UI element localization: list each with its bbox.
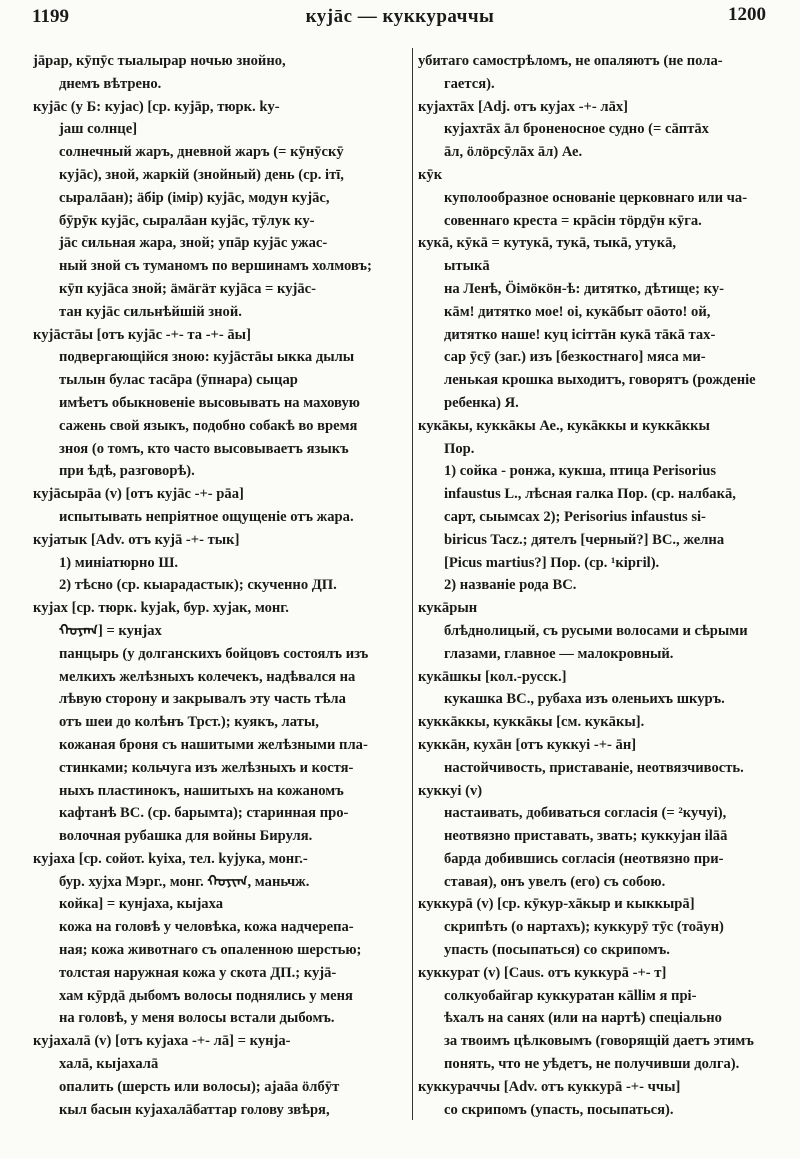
entry-text-line: кујāс), зной, жаркій (знойный) день (ср. ітī, — [59, 166, 344, 183]
entry-text-line: ставая), онъ увелъ (его) съ собою. — [444, 873, 666, 890]
dictionary-entry — [418, 711, 778, 734]
entry-text-line: подвергающійся зною: кујāстāы ыкка дылы — [59, 349, 355, 366]
dictionary-entry — [418, 666, 778, 712]
page-header — [28, 4, 772, 30]
entry-text-line: кāм! дитятко мое! оі, кукāбыт оāото! ой, — [444, 303, 711, 320]
entry-headword-line: куккурат (v) [Caus. отъ куккурā -+- т] — [418, 964, 667, 981]
entry-text-line: куполообразное основаніе церковнаго или ча- — [444, 189, 748, 206]
dictionary-entry — [418, 50, 778, 96]
entry-text-line: дитятко наше! куц ісіттāн кукā тāкā тах- — [444, 326, 716, 343]
dictionary-entry — [418, 962, 778, 1076]
entry-headword-line: куккāн, кухāн [отъ куккуі -+- āн] — [418, 736, 637, 753]
entry-text-line: упасть (посыпаться) со скрипомъ. — [444, 942, 670, 959]
entry-headword-line: кујахалā (v) [отъ кујаха -+- лā] = кунја- — [33, 1033, 291, 1050]
entry-text-line: опалить (шерсть или волосы); ајаāа öлбӯт — [59, 1078, 340, 1095]
dictionary-entry — [418, 893, 778, 961]
entry-headword-line: кукā, кӯкā = кутукā, тукā, тыкā, утукā, — [418, 235, 677, 252]
entry-text-line: āл, öлöрсӯлāх āл) Ае. — [444, 144, 583, 161]
entry-text-line: infaustus L., лѣсная галка Пор. (ср. налбакā, — [444, 486, 736, 503]
entry-text-line: ѣхалъ на санях (или на нартѣ) спеціально — [444, 1010, 722, 1027]
entry-text-line: солнечный жаръ, дневной жаръ (= кӯнӯскӯ — [59, 144, 344, 161]
entry-text-line: ытыкā — [444, 258, 490, 275]
entry-text-line: кыл басын кујахалāбаттар голову звѣря, — [59, 1101, 330, 1118]
entry-text-line: ныхъ пластинокъ, нашитыхъ на кожаномъ — [59, 782, 344, 799]
entry-text-line: халā, кыјахалā — [59, 1056, 159, 1073]
entry-text-line: стинками; кольчуга изъ желѣзныхъ и костя- — [59, 759, 354, 776]
dictionary-entry — [33, 529, 405, 597]
entry-headword-line: убитаго самострѣломъ, не опаляютъ (не пола- — [418, 53, 723, 69]
column-divider — [412, 48, 413, 1120]
entry-text-line: сарт, сыымсах 2); Perisorius infaustus si- — [444, 508, 706, 525]
entry-headword-line: кујатык [Adv. отъ кујā -+- тык] — [33, 531, 240, 548]
entry-headword-line: куккуі (v) — [418, 782, 483, 799]
entry-text-line: кожа на головѣ у человѣка, кожа надчерепа- — [59, 919, 354, 936]
right-page-number: 1200 — [728, 4, 766, 25]
right-column — [418, 50, 778, 1121]
entry-text-line: 1) сойка - ронжа, кукша, птица Perisorius — [444, 463, 717, 480]
dictionary-entry — [418, 415, 778, 597]
entry-text-line: тан кујāс сильнѣйшій зной. — [59, 303, 242, 320]
entry-text-line: скрипѣть (о нартахъ); куккурӯ тӯс (тоāун) — [444, 919, 724, 936]
entry-headword-line: кујāсырāа (v) [отъ кујāс -+- рāа] — [33, 486, 244, 503]
entry-text-line: на головѣ, у меня волосы встали дыбомъ. — [59, 1010, 335, 1027]
dictionary-entry — [33, 50, 405, 96]
dictionary-entry — [33, 483, 405, 529]
entry-headword-line: куккāккы, куккāкы [см. кукāкы]. — [418, 714, 645, 731]
dictionary-entry — [418, 1076, 778, 1122]
entry-text-line: имѣетъ обыкновеніе высовывать на маховую — [59, 394, 360, 411]
entry-text-line: лѣвую сторону и закрывалъ эту часть тѣла — [59, 691, 346, 708]
entry-text-line: ленькая крошка выходитъ, говорятъ (рожденіе — [444, 372, 756, 389]
dictionary-entry — [418, 164, 778, 232]
entry-text-line: ребенка) Я. — [444, 394, 519, 411]
entry-text-line: на Ленѣ, Öімöкöн-ѣ: дитятко, дѣтище; ку- — [444, 280, 724, 297]
entry-text-line: зноя (о томъ, кто часто высовываетъ языкъ — [59, 440, 349, 457]
left-column — [33, 50, 405, 1121]
entry-text-line: глазами, главное — малокровный. — [444, 645, 674, 662]
entry-headword-line: кукāрын — [418, 600, 478, 617]
entry-headword-line: куккураччы [Adv. отъ куккурā -+- ччы] — [418, 1078, 681, 1095]
entry-text-line: јаш солнце] — [59, 121, 138, 138]
entry-text-line: бӯрӯк кујāс, сыралāан кујāс, тӯлук ку- — [59, 212, 315, 229]
entry-text-line: неотвязно приставать, звать; куккујан ilāā — [444, 828, 728, 845]
entry-text-line: кожаная броня съ нашитыми желѣзными пла- — [59, 736, 368, 753]
dictionary-entry — [33, 1030, 405, 1121]
dictionary-entry — [33, 324, 405, 484]
entry-text-line: понять, что не уѣдетъ, не получивши долга). — [444, 1056, 740, 1073]
entry-text-line: при ѣдѣ, разговорѣ). — [59, 463, 195, 480]
entry-headword-line: кукāшкы [кол.-русск.] — [418, 668, 567, 685]
dictionary-entry — [418, 597, 778, 665]
entry-text-line: сар ӯсӯ (заг.) изъ [безкостнаго] мяса ми- — [444, 349, 706, 366]
entry-text-line: за твоимъ цѣлковымъ (говорящій даетъ этимъ — [444, 1033, 754, 1050]
entry-text-line: мелкихъ желѣзныхъ колечекъ, надѣвался на — [59, 668, 356, 685]
entry-text-line: Пор. — [444, 440, 475, 457]
entry-headword-line: кујахтāх [Adj. отъ кујах -+- лāх] — [418, 98, 629, 115]
entry-text-line: кукашка ВС., рубаха изъ оленьихъ шкуръ. — [444, 691, 725, 708]
entry-text-line: койка] = кунјаха, кыјаха — [59, 896, 224, 913]
entry-text-line: 1) миніатюрно Ш. — [59, 554, 179, 571]
entry-text-line: настойчивость, приставаніе, неотвязчивость. — [444, 759, 744, 776]
entry-headword-line: кујаха [ср. сойот. kуіха, тел. kујука, монг.- — [33, 850, 308, 867]
entry-text-line: кӯп кујāса зной; äмäгäт кујāса = кујāс- — [59, 280, 316, 297]
entry-text-line: толстая наружная кожа у скота ДП.; кујā- — [59, 964, 337, 981]
entry-headword-line: кујах [ср. тюрк. kyjak, бур. хујак, монг. — [33, 600, 289, 617]
entry-text-line: испытывать непріятное ощущеніе отъ жара. — [59, 508, 354, 525]
entry-headword-line: кукāкы, куккāкы Ае., кукāккы и куккāккы — [418, 417, 710, 434]
dictionary-entry — [418, 734, 778, 780]
entry-text-line: волочная рубашка для войны Бируля. — [59, 828, 313, 845]
entry-text-line: 2) тѣсно (ср. кыарадастык); скученно ДП. — [59, 577, 337, 594]
dictionary-entry — [418, 232, 778, 414]
entry-text-line: ный зной съ туманомъ по вершинамъ холмовъ; — [59, 258, 372, 275]
entry-text-line: барда добившись согласія (неотвязно при- — [444, 850, 724, 867]
entry-text-line: отъ шеи до колѣнъ Трст.); куякъ, латы, — [59, 714, 319, 731]
running-title: кујāс — куккураччы — [305, 6, 495, 27]
entry-text-line: солкуобайгар куккуратан кāllім я прі- — [444, 987, 697, 1004]
entry-headword-line: кӯк — [418, 166, 443, 183]
entry-text-line: кафтанѣ ВС. (ср. барымта); старинная про- — [59, 805, 349, 822]
entry-text-line: блѣднолицый, съ русыми волосами и сѣрыми — [444, 622, 748, 639]
entry-text-line: јāс сильная жара, зной; упāр кујāс ужас- — [59, 235, 328, 252]
entry-text-line: хам кӯрдā дыбомъ волосы поднялись у меня — [59, 987, 353, 1004]
entry-headword-line: куккурā (v) [ср. кӯкур-хāкыр и кыккырā] — [418, 896, 695, 913]
entry-text-line: кујахтāх āл броненосное судно (= сāптāх — [444, 121, 709, 138]
entry-headword-line: кујāс (у Б: кујас) [ср. кујāр, тюрк. kу- — [33, 98, 280, 115]
dictionary-entry — [33, 597, 405, 848]
entry-text-line: со скрипомъ (упасть, посыпаться). — [444, 1101, 674, 1118]
entry-text-line: [Picus martius?] Пор. (ср. ¹кіргіl). — [444, 554, 660, 571]
dictionary-entry — [33, 848, 405, 1030]
entry-text-line: 2) названіе рода ВС. — [444, 577, 577, 594]
entry-text-line: панцырь (у долганскихъ бойцовъ состоялъ изъ — [59, 645, 369, 662]
entry-text-line: совеннаго креста = крāсін тöрдӯн кӯга. — [444, 212, 702, 229]
dictionary-entry — [418, 780, 778, 894]
entry-text-line: ная; кожа животнаго съ опаленною шерстью; — [59, 942, 362, 959]
entry-text-line: сажень свой языкъ, подобно собакѣ во время — [59, 417, 358, 434]
dictionary-entry — [33, 96, 405, 324]
entry-headword-line: кујāстāы [отъ кујāс -+- та -+- āы] — [33, 326, 251, 343]
entry-headword-line: јāрар, кӯпӯс тыалырар ночью знойно, — [33, 53, 286, 69]
left-page-number: 1199 — [32, 6, 69, 27]
dictionary-entry — [418, 96, 778, 164]
entry-text-line: тылын булас тасāра (ӯпнара) сыцар — [59, 372, 298, 389]
entry-text-line: бур. хујха Мэрг., монг. ᠬᠤᠶᠢᠬ, маньчж. — [59, 873, 310, 890]
entry-text-line: biricus Tacz.; дятелъ [черный?] ВС., желна — [444, 531, 725, 548]
entry-text-line: днемъ вѣтрено. — [59, 75, 162, 92]
entry-text-line: ᠬᠤᠶᠠᠭ] = кунјах — [59, 622, 162, 639]
entry-text-line: настаивать, добиваться согласія (= ²кучуі), — [444, 805, 727, 822]
entry-text-line: сыралāан); äбір (імір) кујāс, модун кујāс, — [59, 189, 330, 206]
entry-text-line: гается). — [444, 75, 495, 92]
